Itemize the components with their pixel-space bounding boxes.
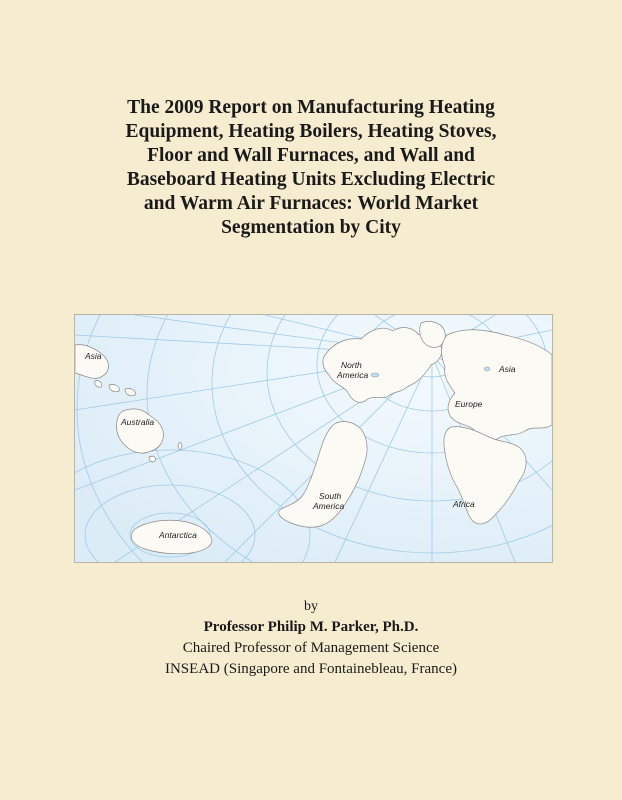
tasmania (149, 456, 156, 462)
title-line: Segmentation by City (221, 217, 401, 238)
world-map-graphic (75, 315, 552, 562)
title-line: The 2009 Report on Manufacturing Heating (127, 97, 495, 118)
label-asia-left: Asia (85, 351, 102, 361)
label-north-america-2: America (337, 370, 369, 380)
byline-by: by (304, 599, 318, 614)
label-south-america-2: America (313, 501, 345, 511)
book-title (40, 96, 582, 240)
label-asia-right: Asia (499, 364, 516, 374)
world-map (74, 314, 553, 563)
title-line: and Warm Air Furnaces: World Market (143, 193, 479, 214)
author-position: Chaired Professor of Management Science (182, 640, 440, 656)
label-europe: Europe (455, 399, 483, 409)
label-africa: Africa (453, 499, 475, 509)
author-institution: INSEAD (Singapore and Fontainebleau, France) (164, 661, 457, 677)
new-zealand (178, 442, 182, 449)
byline (0, 596, 622, 680)
label-north-america-1: North (341, 360, 362, 370)
title-line: Baseboard Heating Units Excluding Electric (126, 169, 496, 190)
author-name: Professor Philip M. Parker, Ph.D. (203, 619, 419, 635)
title-line: Floor and Wall Furnaces, and Wall and (147, 145, 475, 166)
label-south-america-1: South (319, 491, 342, 501)
title-line: Equipment, Heating Boilers, Heating Stoves, (125, 121, 497, 142)
label-antarctica: Antarctica (159, 530, 197, 540)
label-australia: Australia (121, 417, 155, 427)
